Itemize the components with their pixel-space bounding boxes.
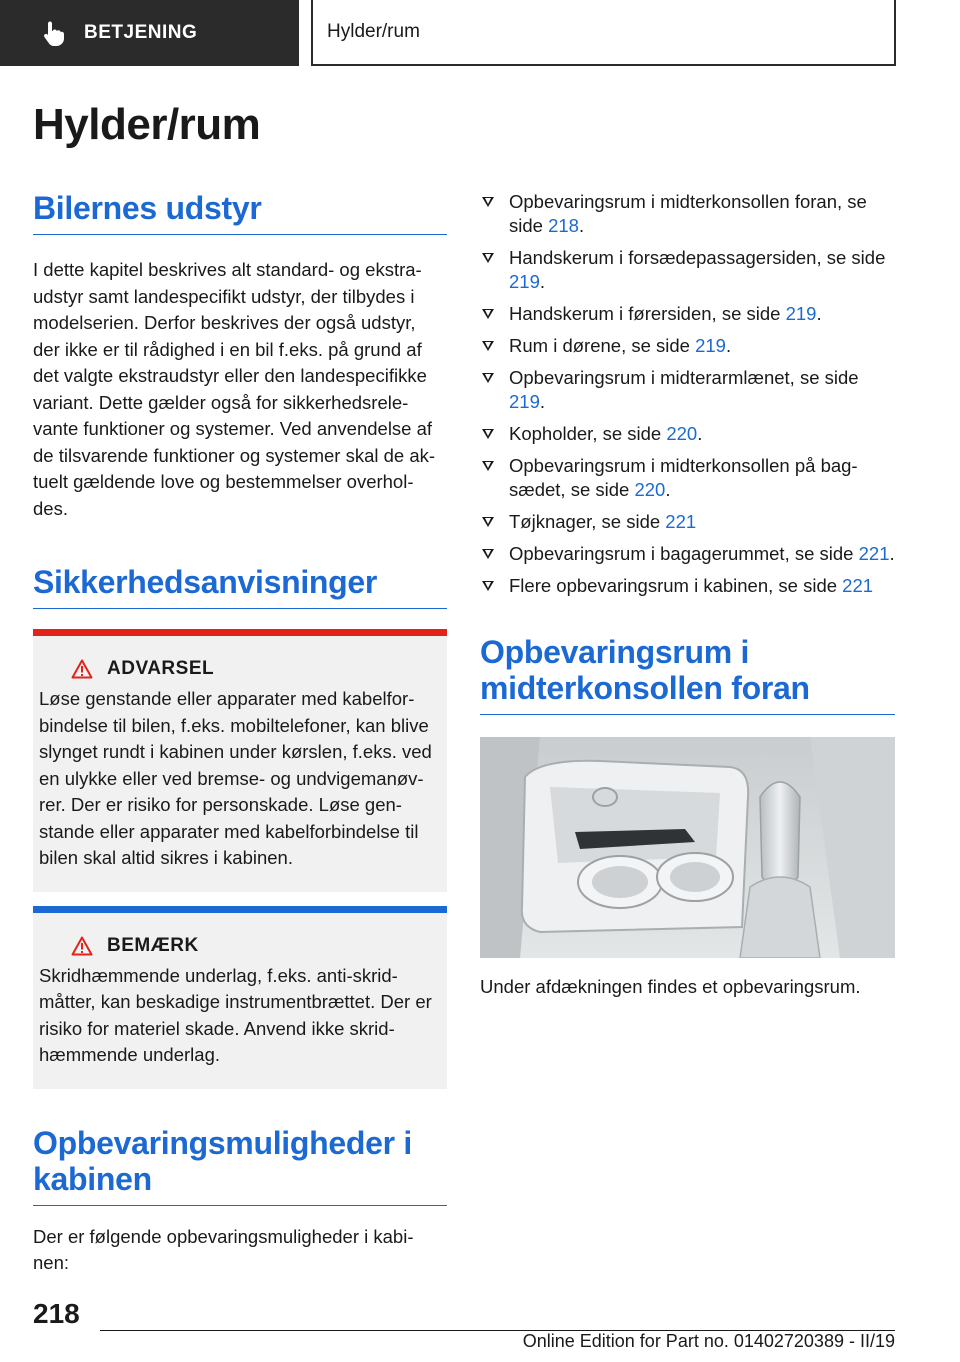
warning-label: ADVARSEL: [107, 658, 215, 679]
breadcrumb: [311, 0, 896, 66]
photo-caption: Under afdækningen findes et opbevaringsrum.: [480, 976, 861, 997]
page-title: Hylder/rum: [33, 100, 261, 149]
bullet-triangle-icon: [482, 581, 494, 591]
bullet-triangle-icon: [482, 373, 494, 383]
bullet-triangle-icon: [482, 253, 494, 263]
list-item-end: .: [697, 423, 703, 444]
list-item: [480, 454, 895, 502]
pointing-hand-icon: [42, 20, 66, 46]
storage-list: [480, 190, 895, 598]
center-console-photo: [480, 737, 895, 958]
warning-header: [33, 658, 447, 680]
bullet-triangle-icon: [482, 549, 494, 559]
bullet-triangle-icon: [482, 341, 494, 351]
section-label: BETJENING: [84, 22, 198, 43]
list-item: [480, 574, 895, 598]
list-item-end: .: [578, 215, 585, 236]
right-column: [480, 190, 895, 1001]
page-reference-link[interactable]: 221: [858, 543, 890, 564]
list-item: [480, 542, 895, 566]
list-item: [480, 422, 895, 446]
list-item-end: .: [889, 543, 895, 564]
bullet-triangle-icon: [482, 429, 494, 439]
list-item: [480, 334, 895, 358]
list-item-text: Opbevaringsrum i midterkonsollen på bag-sædet, se side: [509, 455, 858, 500]
page-number: 218: [33, 1298, 80, 1329]
page-reference-link[interactable]: 221: [842, 575, 874, 596]
list-item: [480, 366, 895, 414]
list-item-text: Opbevaringsrum i midterkonsollen foran, se side: [509, 191, 867, 236]
heading-opbevaringsmuligheder: Opbevaringsmuligheder i kabinen: [33, 1125, 447, 1206]
list-item-text: Flere opbevaringsrum i kabinen, se side: [509, 575, 843, 596]
bullet-triangle-icon: [482, 517, 494, 527]
left-column: [33, 190, 447, 1277]
note-box: [33, 906, 447, 1089]
heading-sikkerhedsanvisninger: Sikkerhedsanvisninger: [33, 564, 447, 609]
list-item-text: Handskerum i forsædepassagersiden, se side: [509, 247, 886, 268]
page-reference-link[interactable]: 218: [548, 215, 579, 236]
list-item: [480, 302, 895, 326]
page-reference-link[interactable]: 219: [509, 391, 540, 412]
warning-box: [33, 629, 447, 892]
note-label: BEMÆRK: [107, 934, 199, 956]
page-reference-link[interactable]: 219: [695, 335, 726, 356]
page-reference-link[interactable]: 219: [509, 271, 540, 292]
caution-triangle-icon: [71, 936, 93, 956]
bullet-triangle-icon: [482, 309, 494, 319]
paragraph-opbevaringsmuligheder: Der er følgende opbevaringsmuligheder i kabi-nen:: [33, 1225, 414, 1273]
note-header: [33, 935, 447, 957]
list-item-end: .: [539, 391, 546, 412]
breadcrumb-text: Hylder/rum: [327, 21, 420, 42]
list-item-text: Opbevaringsrum i midterarmlænet, se side: [509, 367, 859, 388]
warning-triangle-icon: [71, 659, 93, 679]
page-reference-link[interactable]: 220: [666, 423, 698, 444]
page-reference-link[interactable]: 219: [785, 303, 817, 324]
list-item: [480, 510, 895, 534]
paragraph-bilernes-udstyr: I dette kapitel beskrives alt standard- og ekstra-udstyr samt landespecifikt udstyr, der tilbydes i modelserien. Derfor beskrives der også udstyr, der ikke er til rådighed i en bil f.eks. på grund af det valgte ekstraudstyr eller den landespecifikke variant. Dette gælder også for sikkerhedsrele-vante funktioner og systemer. Ved anvendelse af de tilsvarende funktioner og systemer skal de ak-tuelt gældende love og bestemmelser overhol-des.: [33, 259, 436, 519]
list-item-text: Rum i dørene, se side: [509, 335, 696, 356]
list-item: [480, 190, 895, 238]
list-item-text: Handskerum i førersiden, se side: [509, 303, 786, 324]
list-item-end: .: [816, 303, 822, 324]
bullet-triangle-icon: [482, 197, 494, 207]
section-tab: [0, 0, 299, 66]
list-item-text: Kopholder, se side: [509, 423, 667, 444]
bullet-triangle-icon: [482, 461, 494, 471]
list-item-end: .: [665, 479, 671, 500]
page-reference-link[interactable]: 221: [665, 511, 697, 532]
list-item-text: Opbevaringsrum i bagagerummet, se side: [509, 543, 859, 564]
warning-text: Løse genstande eller apparater med kabelfor-bindelse til bilen, f.eks. mobiltelefoner, kan blive slynget rundt i kabinen under kørslen, f.eks. ved en ulykke eller ved bremse- og undvigemanøv-rer. Der er risiko for personskade. Løse gen-stande eller apparater med kabelforbindelse til bilen skal altid sikres i kabinen.: [39, 688, 432, 868]
list-item-end: .: [539, 271, 546, 292]
heading-midterkonsollen-foran: Opbevaringsrum i midterkonsollen foran: [480, 634, 895, 715]
list-item-text: Tøjknager, se side: [509, 511, 666, 532]
page-header: [0, 0, 960, 66]
heading-bilernes-udstyr: Bilernes udstyr: [33, 190, 447, 235]
center-console-illustration: [480, 737, 895, 958]
list-item: [480, 246, 895, 294]
page-reference-link[interactable]: 220: [634, 479, 666, 500]
note-text: Skridhæmmende underlag, f.eks. anti-skrid-måtter, kan beskadige instrumentbrættet. Der er risiko for materiel skade. Anvend ikke skrid-hæmmende underlag.: [39, 964, 432, 1065]
list-item-end: .: [725, 335, 732, 356]
footer-edition: Online Edition for Part no. 01402720389 - II/19: [522, 1331, 895, 1351]
